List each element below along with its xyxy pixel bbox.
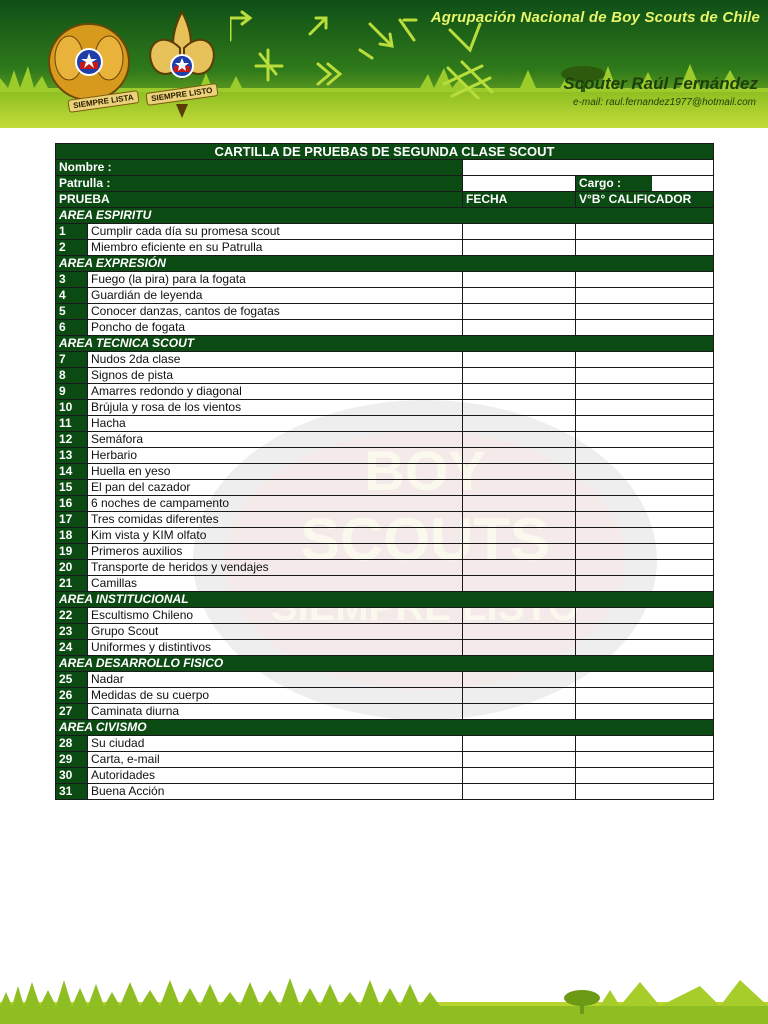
fecha-cell[interactable] (463, 320, 576, 336)
test-name: Poncho de fogata (88, 320, 463, 336)
test-row (56, 224, 714, 240)
author-name: Scouter Raúl Fernández (563, 74, 758, 93)
vb-calificador-cell[interactable] (576, 608, 714, 624)
area-header-row (56, 256, 714, 272)
test-number: 26 (56, 688, 88, 704)
test-number: 5 (56, 304, 88, 320)
test-name: Medidas de su cuerpo (88, 688, 463, 704)
test-name: Hacha (88, 416, 463, 432)
fecha-cell[interactable] (463, 400, 576, 416)
fecha-cell[interactable] (463, 688, 576, 704)
test-number: 23 (56, 624, 88, 640)
test-row (56, 784, 714, 800)
fecha-cell[interactable] (463, 304, 576, 320)
vb-calificador-cell[interactable] (576, 688, 714, 704)
test-name: 6 noches de campamento (88, 496, 463, 512)
test-number: 6 (56, 320, 88, 336)
test-row (56, 432, 714, 448)
test-name: Signos de pista (88, 368, 463, 384)
vb-calificador-cell[interactable] (576, 512, 714, 528)
col-vb-calificador: V°B° CALIFICADOR (576, 192, 714, 208)
test-number: 20 (56, 560, 88, 576)
vb-calificador-cell[interactable] (576, 320, 714, 336)
test-number: 10 (56, 400, 88, 416)
test-name: Primeros auxilios (88, 544, 463, 560)
test-row (56, 688, 714, 704)
test-number: 27 (56, 704, 88, 720)
test-number: 29 (56, 752, 88, 768)
test-name: Buena Acción (88, 784, 463, 800)
test-row (56, 448, 714, 464)
area-title: AREA ESPIRITU (56, 208, 714, 224)
fecha-cell[interactable] (463, 768, 576, 784)
fecha-cell[interactable] (463, 704, 576, 720)
vb-calificador-cell[interactable] (576, 288, 714, 304)
vb-calificador-cell[interactable] (576, 464, 714, 480)
vb-calificador-cell[interactable] (576, 528, 714, 544)
col-fecha: FECHA (463, 192, 576, 208)
cargo-label: Cargo : (576, 176, 652, 191)
test-name: Transporte de heridos y vendajes (88, 560, 463, 576)
test-number: 14 (56, 464, 88, 480)
fecha-cell[interactable] (463, 464, 576, 480)
organization-name: Agrupación Nacional de Boy Scouts de Chile (430, 9, 760, 26)
vb-calificador-cell[interactable] (576, 368, 714, 384)
vb-calificador-cell[interactable] (576, 544, 714, 560)
test-row (56, 352, 714, 368)
test-name: Brújula y rosa de los vientos (88, 400, 463, 416)
fecha-cell[interactable] (463, 480, 576, 496)
vb-calificador-cell[interactable] (576, 400, 714, 416)
fecha-cell[interactable] (463, 672, 576, 688)
fecha-cell[interactable] (463, 416, 576, 432)
fecha-cell[interactable] (463, 384, 576, 400)
test-name: Nadar (88, 672, 463, 688)
area-header-row (56, 656, 714, 672)
area-title: AREA TECNICA SCOUT (56, 336, 714, 352)
card-title-row (56, 144, 714, 160)
fecha-cell[interactable] (463, 640, 576, 656)
test-number: 15 (56, 480, 88, 496)
test-row (56, 576, 714, 592)
fecha-cell[interactable] (463, 240, 576, 256)
test-number: 24 (56, 640, 88, 656)
fecha-cell[interactable] (463, 512, 576, 528)
patrulla-field[interactable] (463, 176, 576, 192)
test-row (56, 416, 714, 432)
test-number: 28 (56, 736, 88, 752)
fecha-cell[interactable] (463, 224, 576, 240)
vb-calificador-cell[interactable] (576, 576, 714, 592)
test-name: Camillas (88, 576, 463, 592)
area-title: AREA INSTITUCIONAL (56, 592, 714, 608)
vb-calificador-cell[interactable] (576, 736, 714, 752)
vb-calificador-cell[interactable] (576, 224, 714, 240)
test-number: 17 (56, 512, 88, 528)
test-row (56, 464, 714, 480)
test-number: 8 (56, 368, 88, 384)
nombre-label: Nombre : (56, 160, 463, 176)
fecha-cell[interactable] (463, 352, 576, 368)
test-name: Conocer danzas, cantos de fogatas (88, 304, 463, 320)
fecha-cell[interactable] (463, 544, 576, 560)
fecha-cell[interactable] (463, 368, 576, 384)
cargo-cell (576, 176, 714, 192)
test-number: 19 (56, 544, 88, 560)
patrulla-row (56, 176, 714, 192)
test-name: Autoridades (88, 768, 463, 784)
test-row (56, 320, 714, 336)
vb-calificador-cell[interactable] (576, 304, 714, 320)
fecha-cell[interactable] (463, 560, 576, 576)
test-number: 9 (56, 384, 88, 400)
area-title: AREA CIVISMO (56, 720, 714, 736)
vb-calificador-cell[interactable] (576, 352, 714, 368)
fecha-cell[interactable] (463, 432, 576, 448)
badge-left-motto: SIEMPRE LISTA (67, 90, 139, 113)
test-name: Su ciudad (88, 736, 463, 752)
test-name: Uniformes y distintivos (88, 640, 463, 656)
vb-calificador-cell[interactable] (576, 384, 714, 400)
vb-calificador-cell[interactable] (576, 704, 714, 720)
test-number: 7 (56, 352, 88, 368)
test-name: Caminata diurna (88, 704, 463, 720)
test-row (56, 608, 714, 624)
vb-calificador-cell[interactable] (576, 560, 714, 576)
test-name: Miembro eficiente en su Patrulla (88, 240, 463, 256)
test-number: 4 (56, 288, 88, 304)
vb-calificador-cell[interactable] (576, 752, 714, 768)
vb-calificador-cell[interactable] (576, 640, 714, 656)
fecha-cell[interactable] (463, 496, 576, 512)
area-header-row (56, 720, 714, 736)
test-number: 21 (56, 576, 88, 592)
test-number: 1 (56, 224, 88, 240)
test-number: 2 (56, 240, 88, 256)
test-number: 11 (56, 416, 88, 432)
vb-calificador-cell[interactable] (576, 272, 714, 288)
test-row (56, 704, 714, 720)
vb-calificador-cell[interactable] (576, 672, 714, 688)
fecha-cell[interactable] (463, 288, 576, 304)
footer-trees-icon (0, 962, 768, 1024)
test-row (56, 288, 714, 304)
test-row (56, 560, 714, 576)
author-email: e-mail: raul.fernandez1977@hotmail.com (572, 97, 756, 108)
test-number: 18 (56, 528, 88, 544)
test-name: Nudos 2da clase (88, 352, 463, 368)
cargo-field[interactable] (652, 176, 713, 191)
fecha-cell[interactable] (463, 272, 576, 288)
test-row (56, 368, 714, 384)
header-banner (0, 0, 768, 128)
test-name: El pan del cazador (88, 480, 463, 496)
fecha-cell[interactable] (463, 736, 576, 752)
test-row (56, 544, 714, 560)
area-header-row (56, 592, 714, 608)
area-header-row (56, 336, 714, 352)
test-row (56, 496, 714, 512)
test-name: Cumplir cada día su promesa scout (88, 224, 463, 240)
fecha-cell[interactable] (463, 784, 576, 800)
test-row (56, 480, 714, 496)
test-name: Semáfora (88, 432, 463, 448)
test-number: 13 (56, 448, 88, 464)
fecha-cell[interactable] (463, 528, 576, 544)
vb-calificador-cell[interactable] (576, 416, 714, 432)
test-number: 12 (56, 432, 88, 448)
test-name: Grupo Scout (88, 624, 463, 640)
area-header-row (56, 208, 714, 224)
test-row (56, 624, 714, 640)
fecha-cell[interactable] (463, 448, 576, 464)
test-card-table (55, 143, 714, 800)
test-number: 31 (56, 784, 88, 800)
fecha-cell[interactable] (463, 624, 576, 640)
test-row (56, 752, 714, 768)
test-row (56, 640, 714, 656)
fecha-cell[interactable] (463, 576, 576, 592)
test-row (56, 768, 714, 784)
badge-right-motto: SIEMPRE LISTO (145, 83, 218, 106)
fecha-cell[interactable] (463, 752, 576, 768)
test-number: 22 (56, 608, 88, 624)
vb-calificador-cell[interactable] (576, 496, 714, 512)
column-header-row (56, 192, 714, 208)
test-name: Tres comidas diferentes (88, 512, 463, 528)
test-row (56, 736, 714, 752)
vb-calificador-cell[interactable] (576, 432, 714, 448)
test-row (56, 400, 714, 416)
patrulla-label: Patrulla : (56, 176, 463, 192)
test-number: 3 (56, 272, 88, 288)
vb-calificador-cell[interactable] (576, 768, 714, 784)
vb-calificador-cell[interactable] (576, 448, 714, 464)
test-name: Guardián de leyenda (88, 288, 463, 304)
test-row (56, 384, 714, 400)
area-title: AREA DESARROLLO FISICO (56, 656, 714, 672)
test-row (56, 672, 714, 688)
test-row (56, 240, 714, 256)
test-name: Kim vista y KIM olfato (88, 528, 463, 544)
area-title: AREA EXPRESIÓN (56, 256, 714, 272)
vb-calificador-cell[interactable] (576, 624, 714, 640)
col-prueba: PRUEBA (56, 192, 463, 208)
vb-calificador-cell[interactable] (576, 480, 714, 496)
vb-calificador-cell[interactable] (576, 784, 714, 800)
test-name: Huella en yeso (88, 464, 463, 480)
test-name: Amarres redondo y diagonal (88, 384, 463, 400)
nombre-row (56, 160, 714, 176)
nombre-field[interactable] (463, 160, 714, 176)
card-title: CARTILLA DE PRUEBAS DE SEGUNDA CLASE SCOUT (56, 144, 714, 160)
test-number: 30 (56, 768, 88, 784)
test-row (56, 512, 714, 528)
test-number: 16 (56, 496, 88, 512)
test-row (56, 304, 714, 320)
test-number: 25 (56, 672, 88, 688)
test-name: Herbario (88, 448, 463, 464)
vb-calificador-cell[interactable] (576, 240, 714, 256)
test-row (56, 272, 714, 288)
fecha-cell[interactable] (463, 608, 576, 624)
test-name: Escultismo Chileno (88, 608, 463, 624)
test-row (56, 528, 714, 544)
test-name: Fuego (la pira) para la fogata (88, 272, 463, 288)
test-name: Carta, e-mail (88, 752, 463, 768)
